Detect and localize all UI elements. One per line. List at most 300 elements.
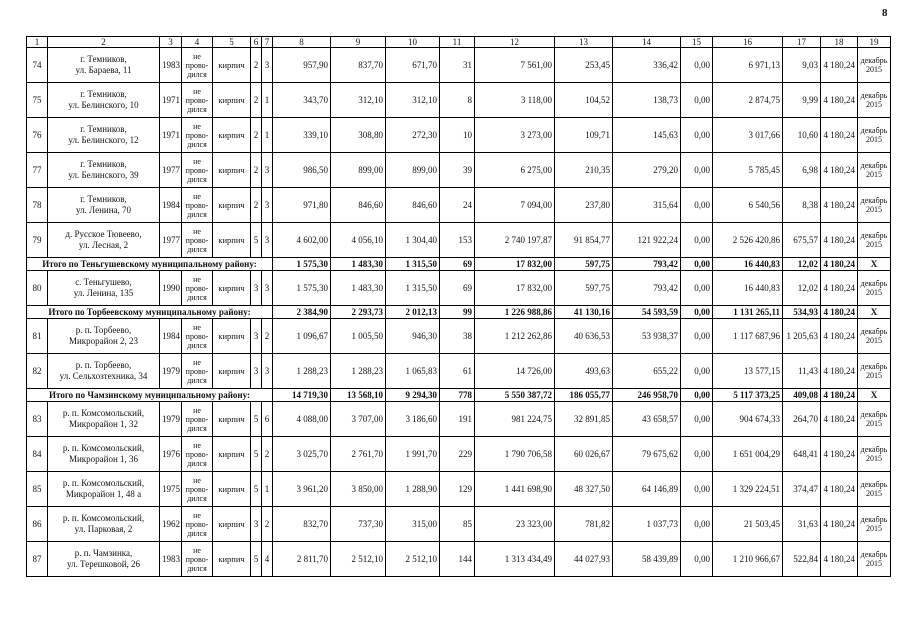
build-year: 1976 — [160, 437, 182, 472]
cell-c13: 781,82 — [555, 507, 613, 542]
floors: 3 — [251, 507, 262, 542]
cell-c12: 1 212 262,86 — [475, 319, 555, 354]
term-year: 2015 — [866, 336, 882, 345]
cell-c16: 21 503,45 — [713, 507, 783, 542]
cell-c15: 0,00 — [681, 271, 713, 306]
floors: 2 — [251, 83, 262, 118]
cell-c9: 737,30 — [331, 507, 386, 542]
cell-c17: 1 205,63 — [783, 319, 821, 354]
repair-status-line: прово- — [185, 235, 209, 245]
repair-status-line: дился — [187, 209, 207, 219]
cell-c17: 522,84 — [783, 542, 821, 577]
cell-c13: 104,52 — [555, 83, 613, 118]
address-line: г. Темников, — [80, 89, 127, 99]
term-month: декабрь — [860, 445, 888, 454]
term-month: декабрь — [860, 196, 888, 205]
cell-c14: 79 675,62 — [613, 437, 681, 472]
cell-c9: 1 483,30 — [331, 271, 386, 306]
floors: 2 — [251, 118, 262, 153]
cell-c9: 2 761,70 — [331, 437, 386, 472]
cell-c12: 17 832,00 — [475, 271, 555, 306]
cell-c10: 1 315,50 — [386, 271, 440, 306]
address-cell — [48, 223, 160, 258]
wall-material: кирпич — [213, 153, 251, 188]
term-year: 2015 — [866, 135, 882, 144]
total-cell-c10: 2 012,13 — [386, 306, 440, 319]
address-cell — [48, 153, 160, 188]
cell-c17: 9,99 — [783, 83, 821, 118]
total-cell-c8: 14 719,30 — [273, 389, 331, 402]
cell-c9: 312,10 — [331, 83, 386, 118]
repair-status-cell — [182, 271, 213, 306]
wall-material: кирпич — [213, 271, 251, 306]
column-number: 10 — [386, 37, 440, 48]
district-total-label: Итого по Торбеевскому муниципальному району: — [27, 306, 273, 319]
repair-status-line: не — [193, 226, 201, 236]
total-cell-c12: 5 550 387,72 — [475, 389, 555, 402]
wall-material: кирпич — [213, 472, 251, 507]
total-cell-c8: 1 575,30 — [273, 258, 331, 271]
table-row — [27, 223, 891, 258]
completion-term-cell — [858, 472, 891, 507]
cell-c11: 191 — [440, 402, 475, 437]
cell-c14: 53 938,37 — [613, 319, 681, 354]
cell-c9: 1 005,50 — [331, 319, 386, 354]
cell-c10: 946,30 — [386, 319, 440, 354]
cell-c12: 14 726,00 — [475, 354, 555, 389]
address-cell — [48, 271, 160, 306]
build-year: 1979 — [160, 402, 182, 437]
cell-c16: 13 577,15 — [713, 354, 783, 389]
wall-material: кирпич — [213, 319, 251, 354]
cell-c10: 846,60 — [386, 188, 440, 223]
row-number: 86 — [27, 507, 48, 542]
floors: 5 — [251, 402, 262, 437]
repair-status-cell — [182, 153, 213, 188]
cell-c17: 264,70 — [783, 402, 821, 437]
cell-c10: 272,30 — [386, 118, 440, 153]
completion-term-cell — [858, 188, 891, 223]
total-cell-c16: 1 131 265,11 — [713, 306, 783, 319]
address-line: Микрорайон 1, 48 а — [65, 489, 142, 499]
term-year: 2015 — [866, 454, 882, 463]
total-cell-c12: 1 226 988,86 — [475, 306, 555, 319]
cell-c13: 493,63 — [555, 354, 613, 389]
build-year: 1977 — [160, 153, 182, 188]
term-month: декабрь — [860, 327, 888, 336]
cell-c18: 4 180,24 — [821, 188, 858, 223]
address-line: г. Темников, — [80, 159, 127, 169]
wall-material: кирпич — [213, 354, 251, 389]
repair-status-line: дился — [187, 244, 207, 254]
column-number: 17 — [783, 37, 821, 48]
repair-status-cell — [182, 188, 213, 223]
repair-status-line: не — [193, 51, 201, 61]
column-number: 8 — [273, 37, 331, 48]
cell-c16: 1 651 004,29 — [713, 437, 783, 472]
total-cell-c15: 0,00 — [681, 306, 713, 319]
cell-c13: 597,75 — [555, 271, 613, 306]
total-cell-c14: 793,42 — [613, 258, 681, 271]
cell-c17: 11,43 — [783, 354, 821, 389]
cell-c17: 8,38 — [783, 188, 821, 223]
repair-status-line: прово- — [185, 200, 209, 210]
cell-c11: 10 — [440, 118, 475, 153]
table-row — [27, 271, 891, 306]
address-line: г. Темников, — [80, 54, 127, 64]
repair-status-line: не — [193, 322, 201, 332]
term-year: 2015 — [866, 371, 882, 380]
wall-material: кирпич — [213, 402, 251, 437]
term-month: декабрь — [860, 480, 888, 489]
term-month: декабрь — [860, 126, 888, 135]
cell-c14: 315,64 — [613, 188, 681, 223]
address-line: г. Темников, — [80, 194, 127, 204]
repair-status-line: дился — [187, 139, 207, 149]
cell-c18: 4 180,24 — [821, 402, 858, 437]
repair-status-cell — [182, 402, 213, 437]
cell-c14: 121 922,24 — [613, 223, 681, 258]
cell-c11: 153 — [440, 223, 475, 258]
page-number: 8 — [882, 7, 888, 19]
row-number: 82 — [27, 354, 48, 389]
table-row — [27, 507, 891, 542]
row-number: 83 — [27, 402, 48, 437]
term-month: декабрь — [860, 362, 888, 371]
total-cell-c13: 597,75 — [555, 258, 613, 271]
term-year: 2015 — [866, 419, 882, 428]
cell-c16: 5 785,45 — [713, 153, 783, 188]
cell-c13: 109,71 — [555, 118, 613, 153]
total-cell-c17: 409,08 — [783, 389, 821, 402]
repair-status-line: прово- — [185, 554, 209, 564]
row-number: 79 — [27, 223, 48, 258]
entrances: 1 — [262, 83, 273, 118]
address-line: ул. Белинского, 10 — [68, 100, 139, 110]
wall-material: кирпич — [213, 437, 251, 472]
repair-status-line: прово- — [185, 449, 209, 459]
table-row — [27, 472, 891, 507]
column-number: 13 — [555, 37, 613, 48]
entrances: 3 — [262, 48, 273, 83]
cell-c9: 4 056,10 — [331, 223, 386, 258]
repair-status-line: не — [193, 191, 201, 201]
term-month: декабрь — [860, 550, 888, 559]
table-row — [27, 48, 891, 83]
wall-material: кирпич — [213, 188, 251, 223]
address-line: ул. Терешковой, 26 — [66, 559, 141, 569]
cell-c16: 16 440,83 — [713, 271, 783, 306]
cell-c10: 899,00 — [386, 153, 440, 188]
wall-material: кирпич — [213, 118, 251, 153]
column-number: 1 — [27, 37, 48, 48]
cell-c15: 0,00 — [681, 507, 713, 542]
repair-status-cell — [182, 83, 213, 118]
address-line: р. п. Чамзинка, — [74, 548, 133, 558]
address-line: ул. Лесная, 2 — [78, 240, 129, 250]
repair-status-line: прово- — [185, 484, 209, 494]
total-cell-c13: 186 055,77 — [555, 389, 613, 402]
cell-c14: 793,42 — [613, 271, 681, 306]
cell-c11: 31 — [440, 48, 475, 83]
cell-c9: 1 288,23 — [331, 354, 386, 389]
address-cell — [48, 48, 160, 83]
repair-status-line: не — [193, 121, 201, 131]
cell-c13: 91 854,77 — [555, 223, 613, 258]
term-year: 2015 — [866, 524, 882, 533]
cell-c12: 1 313 434,49 — [475, 542, 555, 577]
build-year: 1977 — [160, 223, 182, 258]
completion-term-cell — [858, 223, 891, 258]
cell-c16: 2 526 420,86 — [713, 223, 783, 258]
repair-status-cell — [182, 437, 213, 472]
address-line: р. п. Комсомольский, — [62, 443, 145, 453]
cell-c15: 0,00 — [681, 472, 713, 507]
build-year: 1962 — [160, 507, 182, 542]
cell-c10: 1 288,90 — [386, 472, 440, 507]
wall-material: кирпич — [213, 48, 251, 83]
address-cell — [48, 402, 160, 437]
address-cell — [48, 319, 160, 354]
column-number: 6 — [251, 37, 262, 48]
wall-material: кирпич — [213, 83, 251, 118]
address-cell — [48, 472, 160, 507]
cell-c17: 31,63 — [783, 507, 821, 542]
entrances: 3 — [262, 188, 273, 223]
district-total-label: Итого по Чамзинскому муниципальному району: — [27, 389, 273, 402]
repair-status-cell — [182, 118, 213, 153]
entrances: 1 — [262, 472, 273, 507]
row-number: 80 — [27, 271, 48, 306]
total-cell-c16: 5 117 373,25 — [713, 389, 783, 402]
repair-status-line: не — [193, 357, 201, 367]
cell-c16: 1 210 966,67 — [713, 542, 783, 577]
repair-status-line: дился — [187, 423, 207, 433]
cell-c14: 1 037,73 — [613, 507, 681, 542]
cell-c14: 336,42 — [613, 48, 681, 83]
district-total-row — [27, 258, 891, 271]
address-line: р. п. Комсомольский, — [62, 408, 145, 418]
cell-c15: 0,00 — [681, 319, 713, 354]
term-month: декабрь — [860, 410, 888, 419]
total-cell-c11: 69 — [440, 258, 475, 271]
address-cell — [48, 188, 160, 223]
cell-c11: 8 — [440, 83, 475, 118]
total-cell-c17: 12,02 — [783, 258, 821, 271]
cell-c8: 971,80 — [273, 188, 331, 223]
address-line: ул. Парковая, 2 — [74, 524, 133, 534]
cell-c13: 210,35 — [555, 153, 613, 188]
repair-status-line: не — [193, 274, 201, 284]
address-line: Микрорайон 1, 32 — [68, 419, 139, 429]
cell-c12: 23 323,00 — [475, 507, 555, 542]
cell-c9: 3 850,00 — [331, 472, 386, 507]
cell-c8: 832,70 — [273, 507, 331, 542]
total-cell-c17: 534,93 — [783, 306, 821, 319]
column-number: 19 — [858, 37, 891, 48]
column-number: 7 — [262, 37, 273, 48]
cell-c18: 4 180,24 — [821, 542, 858, 577]
floors: 5 — [251, 223, 262, 258]
address-line: Микрорайон 2, 23 — [68, 336, 139, 346]
cell-c10: 312,10 — [386, 83, 440, 118]
term-month: декабрь — [860, 56, 888, 65]
entrances: 2 — [262, 507, 273, 542]
column-number: 15 — [681, 37, 713, 48]
column-number: 11 — [440, 37, 475, 48]
total-cell-c10: 9 294,30 — [386, 389, 440, 402]
cell-c13: 60 026,67 — [555, 437, 613, 472]
wall-material: кирпич — [213, 223, 251, 258]
cell-c8: 3 025,70 — [273, 437, 331, 472]
cell-c16: 1 329 224,51 — [713, 472, 783, 507]
cell-c14: 58 439,89 — [613, 542, 681, 577]
cell-c8: 4 088,00 — [273, 402, 331, 437]
build-year: 1979 — [160, 354, 182, 389]
entrances: 3 — [262, 354, 273, 389]
cell-c16: 2 874,75 — [713, 83, 783, 118]
repair-status-line: не — [193, 475, 201, 485]
cell-c11: 69 — [440, 271, 475, 306]
entrances: 4 — [262, 542, 273, 577]
completion-term-cell — [858, 507, 891, 542]
cell-c11: 24 — [440, 188, 475, 223]
floors: 3 — [251, 271, 262, 306]
row-number: 85 — [27, 472, 48, 507]
table-row — [27, 354, 891, 389]
repair-status-line: прово- — [185, 165, 209, 175]
total-cell-c15: 0,00 — [681, 389, 713, 402]
repair-status-line: не — [193, 510, 201, 520]
address-line: ул. Ленина, 135 — [73, 288, 134, 298]
repair-status-cell — [182, 542, 213, 577]
cell-c12: 2 740 197,87 — [475, 223, 555, 258]
cell-c15: 0,00 — [681, 223, 713, 258]
term-year: 2015 — [866, 170, 882, 179]
column-number: 18 — [821, 37, 858, 48]
address-line: ул. Белинского, 39 — [68, 170, 139, 180]
total-cell-c8: 2 384,90 — [273, 306, 331, 319]
cell-c10: 315,00 — [386, 507, 440, 542]
completion-term-cell — [858, 437, 891, 472]
address-line: р. п. Торбеево, — [75, 325, 132, 335]
term-year: 2015 — [866, 205, 882, 214]
repair-status-cell — [182, 472, 213, 507]
repair-status-line: дился — [187, 69, 207, 79]
housing-register-table — [26, 36, 891, 577]
district-total-row — [27, 389, 891, 402]
total-cell-c10: 1 315,50 — [386, 258, 440, 271]
cell-c8: 1 096,67 — [273, 319, 331, 354]
cell-c18: 4 180,24 — [821, 271, 858, 306]
cell-c15: 0,00 — [681, 48, 713, 83]
term-month: декабрь — [860, 91, 888, 100]
term-year: 2015 — [866, 489, 882, 498]
cell-c16: 904 674,33 — [713, 402, 783, 437]
total-cell-c19: X — [858, 389, 891, 402]
row-number: 75 — [27, 83, 48, 118]
repair-status-cell — [182, 354, 213, 389]
cell-c11: 38 — [440, 319, 475, 354]
floors: 2 — [251, 48, 262, 83]
table-row — [27, 118, 891, 153]
cell-c13: 32 891,85 — [555, 402, 613, 437]
cell-c12: 1 441 698,90 — [475, 472, 555, 507]
total-cell-c12: 17 832,00 — [475, 258, 555, 271]
term-year: 2015 — [866, 100, 882, 109]
address-cell — [48, 507, 160, 542]
completion-term-cell — [858, 83, 891, 118]
cell-c18: 4 180,24 — [821, 472, 858, 507]
column-number-row — [27, 37, 891, 48]
repair-status-line: прово- — [185, 331, 209, 341]
cell-c9: 308,80 — [331, 118, 386, 153]
row-number: 77 — [27, 153, 48, 188]
floors: 5 — [251, 472, 262, 507]
total-cell-c9: 13 568,10 — [331, 389, 386, 402]
column-number: 16 — [713, 37, 783, 48]
cell-c8: 1 288,23 — [273, 354, 331, 389]
cell-c12: 3 118,00 — [475, 83, 555, 118]
repair-status-line: дился — [187, 528, 207, 538]
cell-c17: 675,57 — [783, 223, 821, 258]
repair-status-line: дился — [187, 340, 207, 350]
table-row — [27, 153, 891, 188]
cell-c18: 4 180,24 — [821, 354, 858, 389]
cell-c8: 1 575,30 — [273, 271, 331, 306]
address-line: р. п. Торбеево, — [75, 360, 132, 370]
completion-term-cell — [858, 542, 891, 577]
address-line: с. Теньгушево, — [75, 277, 132, 287]
floors: 2 — [251, 153, 262, 188]
column-number: 9 — [331, 37, 386, 48]
cell-c17: 9,03 — [783, 48, 821, 83]
column-number: 5 — [213, 37, 251, 48]
completion-term-cell — [858, 48, 891, 83]
total-cell-c13: 41 130,16 — [555, 306, 613, 319]
wall-material: кирпич — [213, 507, 251, 542]
build-year: 1984 — [160, 188, 182, 223]
cell-c17: 374,47 — [783, 472, 821, 507]
column-number: 4 — [182, 37, 213, 48]
repair-status-line: не — [193, 156, 201, 166]
address-cell — [48, 437, 160, 472]
cell-c16: 1 117 687,96 — [713, 319, 783, 354]
cell-c15: 0,00 — [681, 402, 713, 437]
completion-term-cell — [858, 319, 891, 354]
table-row — [27, 83, 891, 118]
cell-c14: 655,22 — [613, 354, 681, 389]
total-cell-c16: 16 440,83 — [713, 258, 783, 271]
cell-c8: 339,10 — [273, 118, 331, 153]
cell-c16: 3 017,66 — [713, 118, 783, 153]
row-number: 81 — [27, 319, 48, 354]
completion-term-cell — [858, 402, 891, 437]
cell-c17: 648,41 — [783, 437, 821, 472]
build-year: 1983 — [160, 542, 182, 577]
total-cell-c18: 4 180,24 — [821, 389, 858, 402]
cell-c11: 144 — [440, 542, 475, 577]
cell-c18: 4 180,24 — [821, 48, 858, 83]
cell-c18: 4 180,24 — [821, 83, 858, 118]
cell-c8: 3 961,20 — [273, 472, 331, 507]
row-number: 87 — [27, 542, 48, 577]
cell-c12: 1 790 706,58 — [475, 437, 555, 472]
cell-c12: 7 094,00 — [475, 188, 555, 223]
cell-c14: 64 146,89 — [613, 472, 681, 507]
cell-c14: 138,73 — [613, 83, 681, 118]
cell-c13: 237,80 — [555, 188, 613, 223]
